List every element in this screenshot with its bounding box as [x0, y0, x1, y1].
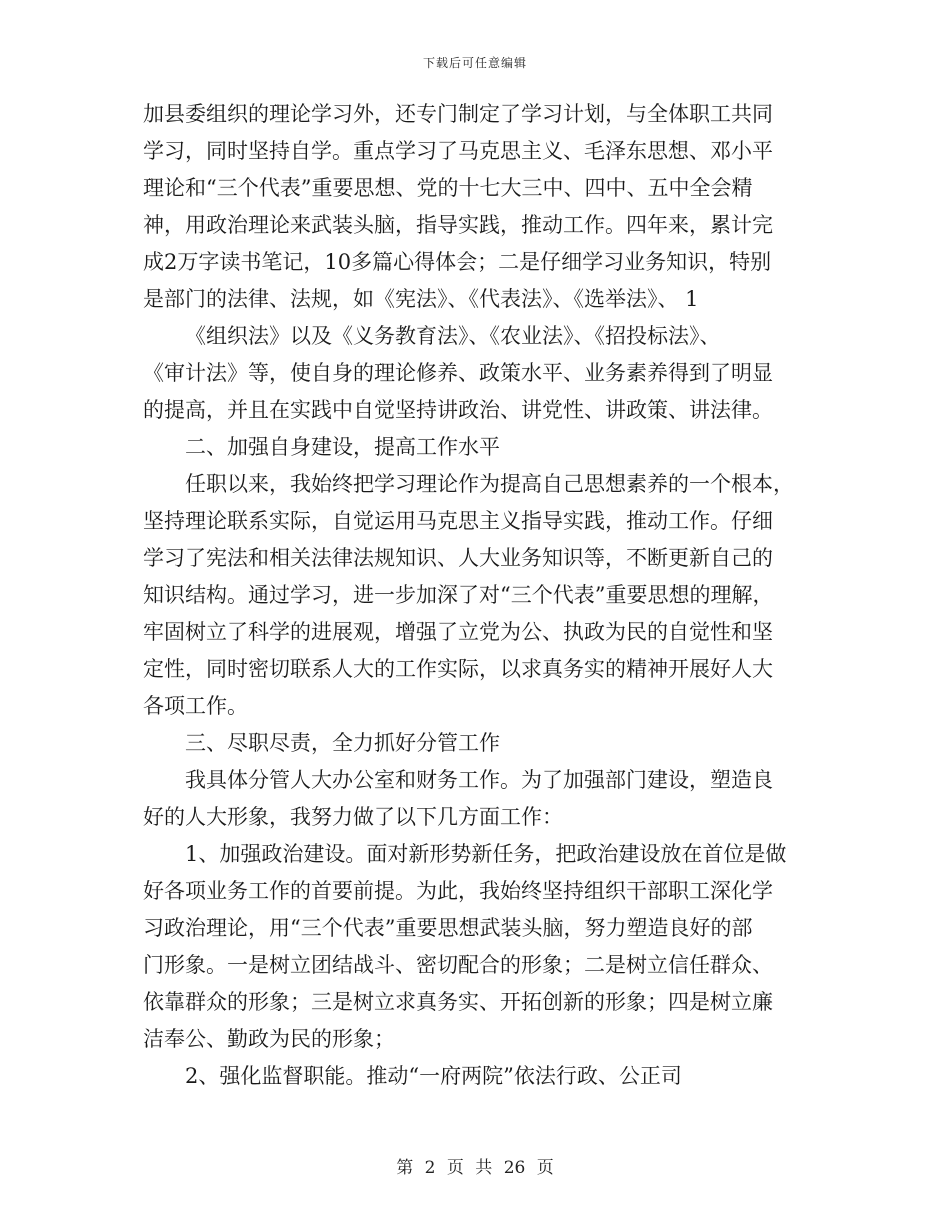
text-line: 《审计法》等，使自身的理论修养、政策水平、业务素养得到了明显	[143, 361, 773, 385]
text-line: 二、加强自身建设，提高工作水平	[185, 435, 500, 459]
text-line: 加县委组织的理论学习外，还专门制定了学习计划，与全体职工共同	[143, 102, 773, 126]
document-body	[143, 96, 811, 1095]
page-footer: 第 2 页 共 26 页	[396, 1158, 554, 1178]
text-line: 好的人大形象，我努力做了以下几方面工作：	[143, 805, 563, 829]
text-line: 任职以来，我始终把学习理论作为提高自己思想素养的一个根本，	[185, 472, 794, 496]
text-line: 三、尽职尽责，全力抓好分管工作	[185, 731, 500, 755]
text-line: 习政治理论，用“三个代表”重要思想武装头脑，努力塑造良好的部	[143, 916, 753, 940]
text-line: 门形象。一是树立团结战斗、密切配合的形象；二是树立信任群众、	[143, 953, 773, 977]
text-line: 的提高，并且在实践中自觉坚持讲政治、讲党性、讲政策、讲法律。	[143, 398, 773, 422]
text-line: 学习了宪法和相关法律法规知识、人大业务知识等，不断更新自己的	[143, 546, 773, 570]
text-line: 牢固树立了科学的进展观，增强了立党为公、执政为民的自觉性和坚	[143, 620, 773, 644]
text-line: 是部门的法律、法规，如《宪法》、《代表法》、《选举法》、 1	[143, 287, 699, 311]
text-line: 理论和“三个代表”重要思想、党的十七大三中、四中、五中全会精	[143, 176, 753, 200]
text-line: 各项工作。	[143, 694, 248, 718]
text-line: 学习，同时坚持自学。重点学习了马克思主义、毛泽东思想、邓小平	[143, 139, 773, 163]
text-line: 成2万字读书笔记，10多篇心得体会；二是仔细学习业务知识，特别	[143, 250, 772, 274]
text-line: 定性，同时密切联系人大的工作实际，以求真务实的精神开展好人大	[143, 657, 773, 681]
text-line: 好各项业务工作的首要前提。为此，我始终坚持组织干部职工深化学	[143, 879, 773, 903]
text-line: 知识结构。通过学习，进一步加深了对“三个代表”重要思想的理解，	[143, 583, 774, 607]
text-line: 2、强化监督职能。推动“一府两院”依法行政、公正司	[185, 1064, 682, 1088]
text-line: 洁奉公、勤政为民的形象；	[143, 1027, 395, 1051]
text-line: 依靠群众的形象；三是树立求真务实、开拓创新的形象；四是树立廉	[143, 990, 773, 1014]
text-line: 坚持理论联系实际，自觉运用马克思主义指导实践，推动工作。仔细	[143, 509, 773, 533]
text-line: 《组织法》以及《义务教育法》、《农业法》、《招投标法》、	[185, 324, 721, 348]
text-line: 我具体分管人大办公室和财务工作。为了加强部门建设，塑造良	[185, 768, 773, 792]
text-line: 1、加强政治建设。面对新形势新任务，把政治建设放在首位是做	[185, 842, 787, 866]
page-header: 下载后可任意编辑	[422, 56, 527, 70]
text-line: 神，用政治理论来武装头脑，指导实践，推动工作。四年来，累计完	[143, 213, 773, 237]
